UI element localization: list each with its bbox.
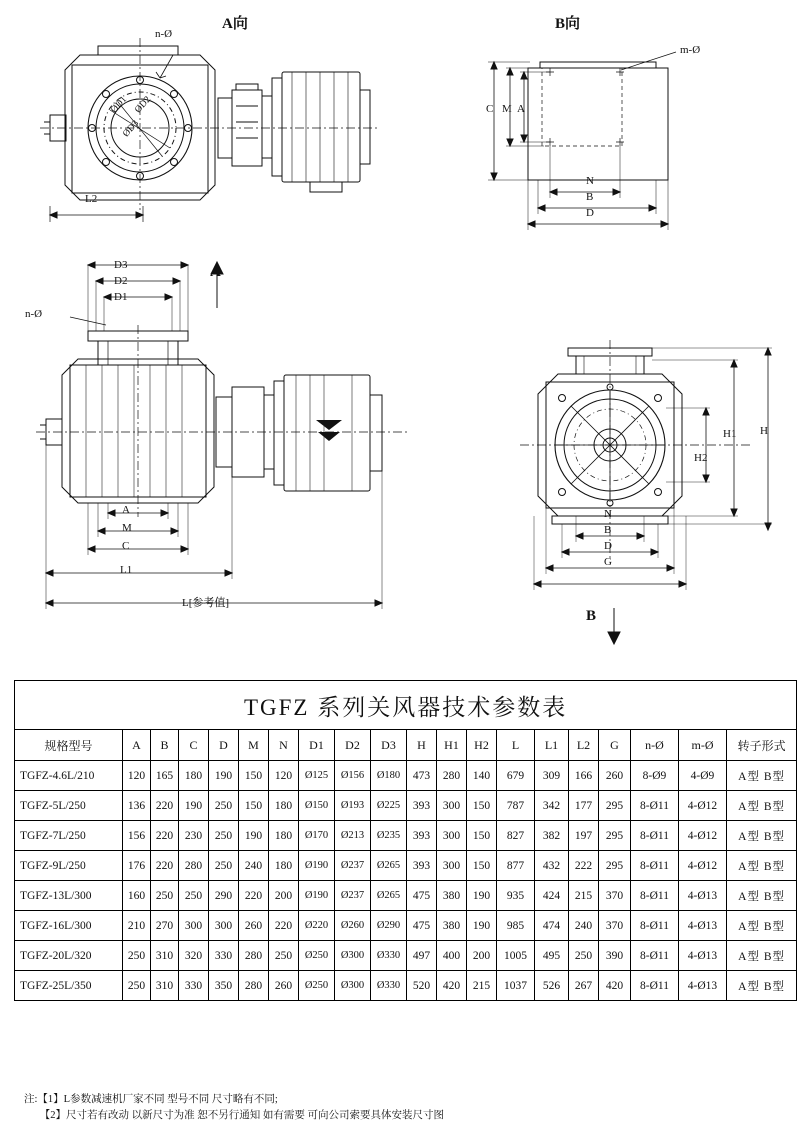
N-label-bview: N [586,175,594,187]
cell-L: 935 [497,881,535,911]
col-header-7: D1 [299,730,335,761]
cell-model: TGFZ-13L/300 [15,881,123,911]
col-header-4: D [209,730,239,761]
m-hole-label: m-Ø [680,44,701,56]
cell-D: 300 [209,911,239,941]
cell-C: 250 [179,881,209,911]
cell-H: 475 [407,881,437,911]
cell-B: 270 [151,911,179,941]
cell-H: 393 [407,821,437,851]
cell-D2: Ø237 [335,851,371,881]
cell-m-hole: 4-Ø13 [679,881,727,911]
cell-B: 220 [151,821,179,851]
L1-label: L1 [120,564,133,576]
col-header-14: L1 [535,730,569,761]
cell-H: 393 [407,791,437,821]
cell-G: 295 [599,851,631,881]
cell-model: TGFZ-25L/350 [15,971,123,1001]
cell-rotor: A型 B型 [727,941,797,971]
cell-D2: Ø156 [335,761,371,791]
cell-D: 190 [209,761,239,791]
cell-n-hole: 8-Ø11 [631,971,679,1001]
C-label-bview: C [486,103,494,115]
cell-H2: 150 [467,851,497,881]
cell-D2: Ø300 [335,941,371,971]
spec-table [14,680,797,1001]
table-row [15,791,797,821]
cell-N: 200 [269,881,299,911]
cell-L1: 526 [535,971,569,1001]
cell-D3: Ø290 [371,911,407,941]
cell-B: 310 [151,971,179,1001]
cell-L2: 197 [569,821,599,851]
cell-B: 165 [151,761,179,791]
cell-D3: Ø235 [371,821,407,851]
cell-D1: Ø150 [299,791,335,821]
cell-M: 280 [239,941,269,971]
cell-B: 220 [151,791,179,821]
cell-n-hole: 8-Ø11 [631,851,679,881]
cell-A: 210 [123,911,151,941]
cell-L1: 382 [535,821,569,851]
col-header-18: m-Ø [679,730,727,761]
cell-G: 260 [599,761,631,791]
cell-H1: 400 [437,941,467,971]
cell-L2: 222 [569,851,599,881]
cell-rotor: A型 B型 [727,971,797,1001]
cell-N: 180 [269,791,299,821]
cell-rotor: A型 B型 [727,821,797,851]
cell-D: 350 [209,971,239,1001]
C-label-elevation: C [122,540,130,552]
cell-L: 1037 [497,971,535,1001]
cell-H1: 280 [437,761,467,791]
B-label-front: B [604,524,612,536]
cell-D: 250 [209,821,239,851]
L2-label-a-view: L2 [85,193,98,205]
cell-H2: 200 [467,941,497,971]
cell-rotor: A型 B型 [727,881,797,911]
cell-D2: Ø193 [335,791,371,821]
cell-G: 370 [599,911,631,941]
G-label-front: G [604,556,612,568]
table-row [15,971,797,1001]
cell-H2: 150 [467,821,497,851]
cell-m-hole: 4-Ø13 [679,911,727,941]
cell-H1: 300 [437,791,467,821]
cell-D: 250 [209,851,239,881]
cell-D: 250 [209,791,239,821]
cell-A: 156 [123,821,151,851]
L-ref-label: L[参考值] [182,597,230,609]
cell-C: 320 [179,941,209,971]
b-view-label: B向 [555,16,581,32]
cell-rotor: A型 B型 [727,761,797,791]
cell-H1: 300 [437,821,467,851]
D2-label: D2 [114,275,128,287]
M-label-elevation: M [122,522,132,534]
cell-C: 280 [179,851,209,881]
section-label-a: A [210,264,221,280]
D-label-bview: D [586,207,594,219]
cell-model: TGFZ-9L/250 [15,851,123,881]
table-row [15,881,797,911]
cell-m-hole: 4-Ø12 [679,821,727,851]
cell-m-hole: 4-Ø9 [679,761,727,791]
cell-M: 190 [239,821,269,851]
col-header-13: L [497,730,535,761]
col-header-3: C [179,730,209,761]
cell-rotor: A型 B型 [727,791,797,821]
cell-N: 180 [269,851,299,881]
col-header-0: 规格型号 [15,730,123,761]
cell-n-hole: 8-Ø11 [631,911,679,941]
cell-G: 295 [599,791,631,821]
col-header-16: G [599,730,631,761]
cell-A: 120 [123,761,151,791]
cell-D1: Ø250 [299,971,335,1001]
cell-L: 877 [497,851,535,881]
cell-L: 787 [497,791,535,821]
cell-D1: Ø170 [299,821,335,851]
cell-D3: Ø265 [371,851,407,881]
cell-H: 473 [407,761,437,791]
cell-H1: 380 [437,911,467,941]
col-header-9: D3 [371,730,407,761]
cell-N: 260 [269,971,299,1001]
section-label-b: B [586,608,597,624]
cell-L2: 267 [569,971,599,1001]
cell-D2: Ø237 [335,881,371,911]
cell-m-hole: 4-Ø13 [679,971,727,1001]
cell-H: 520 [407,971,437,1001]
H2-label: H2 [694,452,708,464]
cell-M: 220 [239,881,269,911]
cell-rotor: A型 B型 [727,911,797,941]
cell-D3: Ø330 [371,971,407,1001]
cell-H2: 215 [467,971,497,1001]
cell-H2: 150 [467,791,497,821]
cell-C: 230 [179,821,209,851]
b-view-drawing [480,10,790,260]
cell-D2: Ø300 [335,971,371,1001]
cell-H2: 140 [467,761,497,791]
cell-B: 310 [151,941,179,971]
cell-M: 280 [239,971,269,1001]
col-header-11: H1 [437,730,467,761]
cell-M: 150 [239,761,269,791]
cell-L: 985 [497,911,535,941]
cell-H1: 300 [437,851,467,881]
notes-block [24,1092,444,1125]
spec-table-wrap [14,680,786,1001]
table-row [15,761,797,791]
a-view-label: A向 [222,16,248,32]
n-hole-label-elevation: n-Ø [25,308,43,320]
cell-model: TGFZ-20L/320 [15,941,123,971]
B-label-bview: B [586,191,594,203]
cell-D3: Ø225 [371,791,407,821]
cell-model: TGFZ-16L/300 [15,911,123,941]
D3-label: D3 [114,259,128,271]
cell-D2: Ø213 [335,821,371,851]
cell-D: 330 [209,941,239,971]
cell-n-hole: 8-Ø11 [631,881,679,911]
cell-L1: 432 [535,851,569,881]
cell-L2: 250 [569,941,599,971]
cell-L: 679 [497,761,535,791]
col-header-2: B [151,730,179,761]
d2-label: ØD2 [133,94,154,116]
cell-model: TGFZ-4.6L/210 [15,761,123,791]
cell-G: 370 [599,881,631,911]
cell-D3: Ø265 [371,881,407,911]
col-header-15: L2 [569,730,599,761]
cell-D: 290 [209,881,239,911]
cell-M: 150 [239,791,269,821]
d3-label: ØD3 [121,118,142,140]
cell-M: 240 [239,851,269,881]
cell-H2: 190 [467,881,497,911]
D-label-front: D [604,540,612,552]
table-row [15,941,797,971]
cell-D1: Ø125 [299,761,335,791]
table-title: TGFZ 系列关风器技术参数表 [15,681,797,730]
cell-B: 250 [151,881,179,911]
col-header-10: H [407,730,437,761]
cell-C: 300 [179,911,209,941]
main-elevation-drawing [10,255,440,635]
cell-L: 1005 [497,941,535,971]
col-header-1: A [123,730,151,761]
A-label-bview: A [517,103,525,115]
cell-A: 176 [123,851,151,881]
D1-label: D1 [114,291,128,303]
cell-model: TGFZ-5L/250 [15,791,123,821]
n-hole-label-a-view: n-Ø [155,28,173,40]
cell-D1: Ø190 [299,881,335,911]
cell-H: 393 [407,851,437,881]
cell-B: 220 [151,851,179,881]
cell-C: 180 [179,761,209,791]
note-line-2: 【2】尺寸若有改动 以新尺寸为准 恕不另行通知 如有需要 可向公司索要具体安装尺寸图 [24,1110,444,1122]
cell-H1: 380 [437,881,467,911]
cell-A: 250 [123,941,151,971]
col-header-8: D2 [335,730,371,761]
table-row [15,851,797,881]
cell-H: 475 [407,911,437,941]
cell-n-hole: 8-Ø9 [631,761,679,791]
cell-L1: 424 [535,881,569,911]
cell-A: 136 [123,791,151,821]
cell-D1: Ø250 [299,941,335,971]
H-label: H [760,425,768,437]
col-header-5: M [239,730,269,761]
cell-D2: Ø260 [335,911,371,941]
cell-N: 120 [269,761,299,791]
a-view-drawing [10,10,430,260]
cell-m-hole: 4-Ø12 [679,791,727,821]
cell-L1: 495 [535,941,569,971]
cell-L2: 240 [569,911,599,941]
A-label-elevation: A [122,504,130,516]
cell-m-hole: 4-Ø13 [679,941,727,971]
H1-label: H1 [723,428,737,440]
cell-N: 250 [269,941,299,971]
cell-M: 260 [239,911,269,941]
note-line-1: 注:【1】L参数减速机厂家不同 型号不同 尺寸略有不同; [24,1094,278,1105]
cell-n-hole: 8-Ø11 [631,941,679,971]
col-header-6: N [269,730,299,761]
front-section-drawing [500,330,800,650]
M-label-bview: M [502,103,512,115]
cell-H: 497 [407,941,437,971]
cell-L1: 474 [535,911,569,941]
cell-m-hole: 4-Ø12 [679,851,727,881]
cell-L1: 342 [535,791,569,821]
cell-n-hole: 8-Ø11 [631,821,679,851]
cell-D1: Ø220 [299,911,335,941]
cell-rotor: A型 B型 [727,851,797,881]
table-row [15,911,797,941]
col-header-19: 转子形式 [727,730,797,761]
cell-G: 295 [599,821,631,851]
cell-G: 420 [599,971,631,1001]
cell-C: 190 [179,791,209,821]
d1-label: ØD1 [109,94,130,116]
cell-D1: Ø190 [299,851,335,881]
cell-G: 390 [599,941,631,971]
cell-L: 827 [497,821,535,851]
cell-C: 330 [179,971,209,1001]
cell-model: TGFZ-7L/250 [15,821,123,851]
cell-L1: 309 [535,761,569,791]
cell-L2: 166 [569,761,599,791]
cell-n-hole: 8-Ø11 [631,791,679,821]
cell-N: 220 [269,911,299,941]
cell-L2: 215 [569,881,599,911]
cell-A: 160 [123,881,151,911]
col-header-17: n-Ø [631,730,679,761]
table-row [15,821,797,851]
table-header-row [15,730,797,761]
col-header-12: H2 [467,730,497,761]
cell-L2: 177 [569,791,599,821]
cell-A: 250 [123,971,151,1001]
cell-H1: 420 [437,971,467,1001]
cell-D3: Ø330 [371,941,407,971]
N-label-front: N [604,508,612,520]
cell-H2: 190 [467,911,497,941]
cell-D3: Ø180 [371,761,407,791]
cell-N: 180 [269,821,299,851]
